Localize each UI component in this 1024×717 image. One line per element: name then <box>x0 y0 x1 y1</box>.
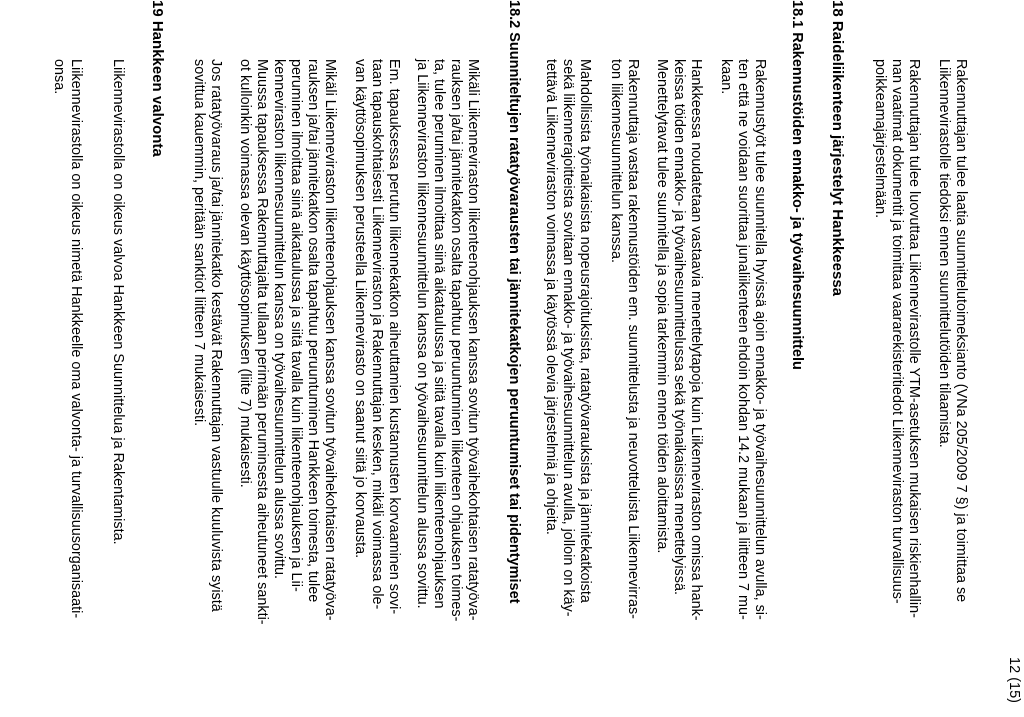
text-line: Jos ratatyövaraus ja/tai jännitekatko kestävät Rakennuttajan vastuulle kuuluvista syistä <box>208 59 224 612</box>
text-line: Liikennevirastolla on oikeus valvoa Hankkeen Suunnittelua ja Rakentamista. <box>110 59 126 545</box>
text-line: Liikennevirastolle tiedoksi ennen suunnittelutöiden tilaamista. <box>936 59 952 448</box>
section-18-heading: 18 Raideliikenteen järjestelyt Hankkeessa <box>829 0 846 297</box>
text-line: kenneviraston liikennesuunnittelun kanssa on työvaihesuunnittelun alussa sovittu. <box>271 59 287 579</box>
text-line: taan tapauskohtaisesti Liikenneviraston ja Rakennuttajan kesken, mikäli voimassa ole- <box>369 59 385 610</box>
section-19-paragraph-1 <box>109 59 126 699</box>
text-line: Rakennuttajan tulee luovuttaa Liikennevirastolle YTM-asetuksen mukaisen riskienhallin- <box>906 59 922 618</box>
text-line: ton liikennesuunnittelun kanssa. <box>608 59 624 264</box>
text-line: Mahdollisista työnaikaisista nopeusrajoituksista, ratatyövarauksista ja jännitekatkoista <box>577 59 593 603</box>
text-line: rauksen ja/tai jännitekatkon osalta tapahtuu peruuntuminen liikenteen ohjauksen toimes- <box>448 59 464 622</box>
section-18-1-paragraph-1 <box>717 59 768 699</box>
section-19-heading: 19 Hankkeen valvonta <box>149 0 166 157</box>
text-line: ten että ne voidaan suorittaa junaliikenteen ehdoin kohdan 14.2 mukaan ja liitteen 7 mu- <box>735 59 751 620</box>
text-line: nan vaatimat dokumentit ja toimittaa vaararekisteritiedot Liikenneviraston turvallisuus- <box>889 59 905 604</box>
text-line: peruminen ilmoittaa siinä aikataulussa ja siitä tavalla kuin liikenteenohjauksen ja Lii- <box>288 59 304 592</box>
text-line: ja Liikenneviraston liikennesuunnittelun kanssa on työvaihesuunnittelun alussa sovittu. <box>414 59 430 609</box>
text-line: sovittua kauemmin, peritään sanktiot liitteen 7 mukaisesti. <box>191 59 207 427</box>
section-18-2-paragraph-1 <box>413 59 481 699</box>
text-line: Rakennuttajan tulee laatia suunnittelutoimeksianto (VNa 205/2009 7 §) ja toimittaa se <box>953 59 969 603</box>
section-18-1-heading: 18.1 Rakennustöiden ennakko- ja työvaihesuunnittelu <box>789 0 805 370</box>
text-line: Muussa tapauksessa Rakennuttajalta tullaan perimään peruminsesta aiheutuneet sankti- <box>254 59 270 625</box>
text-line: ot kulloinkin voimassa olevan käyttösopimuksen (liite 7) mukaisesti. <box>237 59 253 488</box>
text-line: Liikennevirastolla on oikeus nimetä Hankkeelle oma valvonta- ja turvallisuusorganisaati- <box>68 59 84 619</box>
section-18-2-heading: 18.2 Suunniteltujen ratatyövarausten tai jännitekatkojen peruuntumiset tai pidentymiset <box>506 0 522 604</box>
section-18-1-paragraph-3 <box>607 59 641 699</box>
section-18-2-paragraph-2 <box>351 59 402 699</box>
text-line: Hankkeessa noudatetaan vastaavia menettelytapoja kuin Liikenneviraston omissa hank- <box>688 59 704 621</box>
text-line: poikkeamajärjestelmään. <box>872 59 888 219</box>
intro-paragraph-2 <box>871 59 922 699</box>
text-line: sekä liikennerajoitteista sovitaan ennakko- ja työvaihesuunnittelun avulla, jolloin on käy- <box>560 59 576 617</box>
text-line: onsa. <box>51 59 67 95</box>
text-line: ta, tulee peruminen ilmoittaa siinä aikataulussa ja siitä tavalla kuin liikenteenohjauksen <box>431 59 447 609</box>
text-line: Rakennustyöt tulee suunnitella hyvissä ajoin ennakko- ja työvaihesuunnittelun avulla, si- <box>752 59 768 620</box>
text-line: keissa töiden ennakko- ja työvaihesuunnittelussa sekä työnaikaisissa menettelyissä. <box>671 59 687 595</box>
section-18-1-paragraph-2 <box>653 59 704 699</box>
page-number: 12 (15) <box>1006 657 1022 703</box>
text-line: kaan. <box>718 59 734 95</box>
text-line: Menettelytavat tulee suunnitella ja sopia tarkemmin ennen töiden aloittamista. <box>654 59 670 554</box>
text-line: van käyttösopimuksen perusteella Liikennevirasto on saanut siitä jo korvausta. <box>352 59 368 559</box>
section-18-1-paragraph-4 <box>542 59 593 699</box>
text-line: Em. tapauksessa perutun liikennekatkon aiheuttamien kustannusten korvaaminen sovi- <box>386 59 402 615</box>
text-line: rauksen ja/tai jännitekatkon osalta tapahtuu peruuntuminen Hankkeen toimesta, tulee <box>305 59 321 603</box>
section-18-2-paragraph-3 <box>236 59 338 699</box>
text-line: Mikäli Liikenneviraston liikenteenohjauksen kanssa sovitun työvaihekohtaisen ratatyöva- <box>465 59 481 621</box>
text-line: tettävä Liikenneviraston voimassa ja käytössä olevia järjestelmiä ja ohjeita. <box>543 59 559 535</box>
text-line: Rakennuttaja vastaa rakennustöiden em. suunnittelusta ja neuvotteluista Liikennevirras- <box>625 59 641 619</box>
section-19-paragraph-2 <box>50 59 84 699</box>
intro-paragraph-1 <box>935 59 969 699</box>
text-line: Mikäli Liikenneviraston liikenteenohjauksen kanssa sovitun työvaihekohtaisen ratatyöva- <box>322 59 338 621</box>
section-18-2-paragraph-4 <box>190 59 224 699</box>
